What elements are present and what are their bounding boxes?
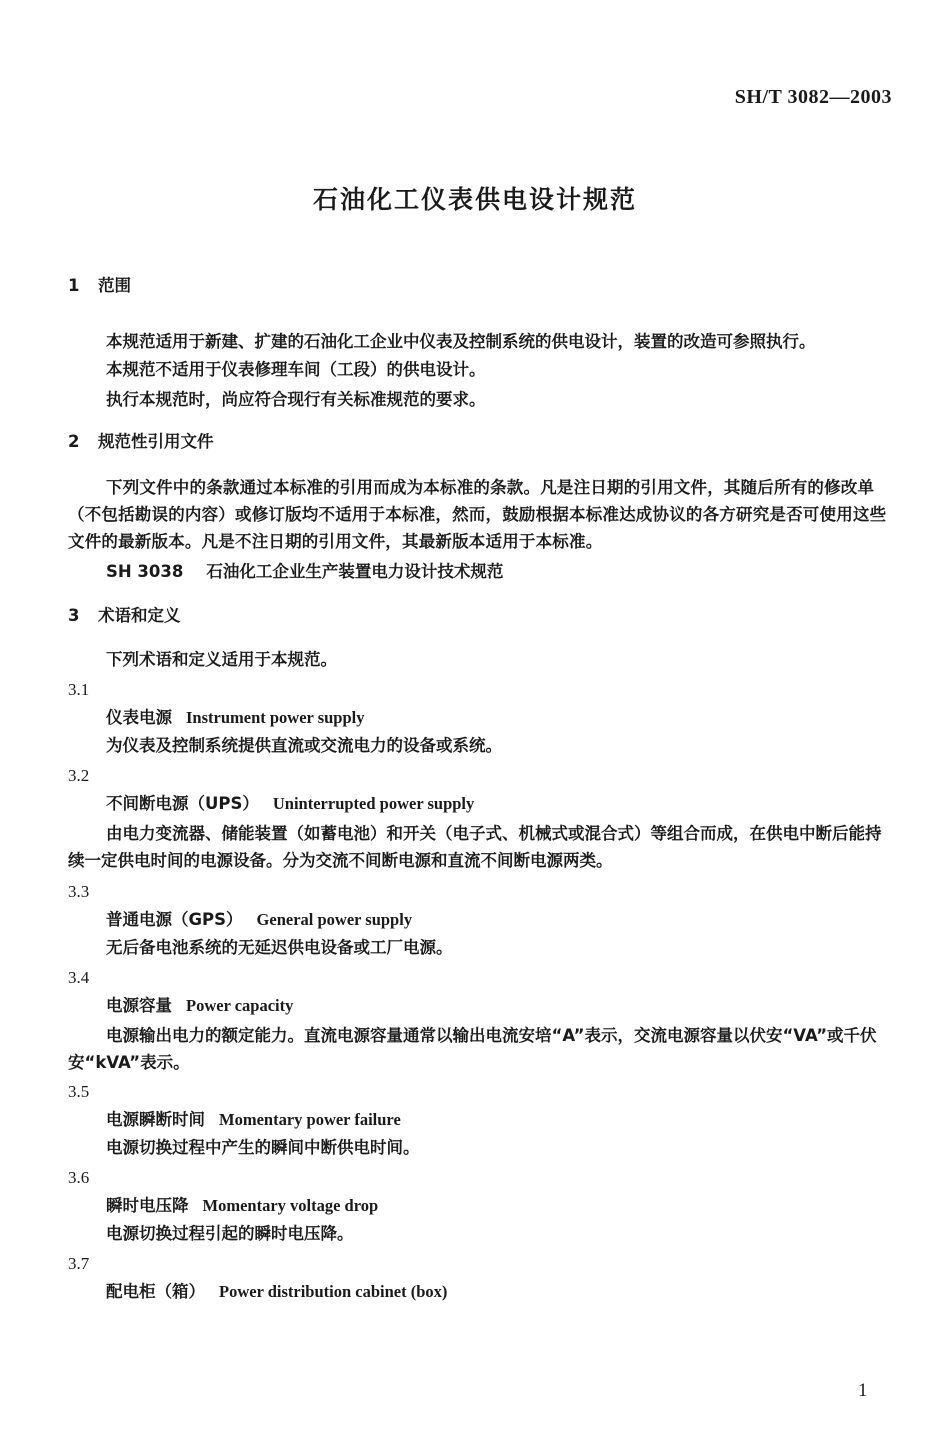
paragraph: 执行本规范时，尚应符合现行有关标准规范的要求。 [106, 390, 486, 409]
section-number: 1 [68, 276, 80, 295]
term-zh: 瞬时电压降 [106, 1196, 189, 1215]
term-en: Power capacity [186, 996, 294, 1015]
term-title [106, 908, 412, 932]
paragraph: 下列文件中的条款通过本标准的引用而成为本标准的条款。凡是注日期的引用文件，其随后所有的修改单（不包括勘误的内容）或修订版均不适用于本标准，然而，鼓励根据本标准达成协议的各方研究是否可使用这些文件的最新版本。凡是不注日期的引用文件，其最新版本适用于本标准。 [68, 478, 887, 551]
term-definition: 由电力变流器、储能装置（如蓄电池）和开关（电子式、机械式或混合式）等组合而成，在供电中断后能持续一定供电时间的电源设备。分为交流不间断电源和直流不间断电源两类。 [68, 824, 882, 870]
term-zh: 不间断电源（UPS） [106, 794, 259, 813]
term-number: 3.5 [68, 1082, 90, 1101]
paragraph: 本规范不适用于仪表修理车间（工段）的供电设计。 [106, 360, 486, 379]
term-title [106, 1108, 401, 1132]
paragraph: 本规范适用于新建、扩建的石油化工企业中仪表及控制系统的供电设计，装置的改造可参照执行。 [106, 332, 816, 351]
term-en: Uninterrupted power supply [272, 794, 475, 813]
standard-code: SH/T 3082—2003 [734, 86, 892, 108]
term-title [106, 706, 364, 730]
term-en: General power supply [256, 910, 413, 929]
page-number: 1 [858, 1380, 868, 1401]
term-zh: 仪表电源 [106, 708, 172, 727]
section-number: 2 [68, 432, 80, 451]
section-title: 规范性引用文件 [98, 432, 214, 451]
term-number: 3.2 [68, 766, 90, 785]
term-title [106, 994, 293, 1018]
paragraph: 下列术语和定义适用于本规范。 [106, 650, 337, 669]
section-title: 范围 [98, 276, 131, 295]
term-en: Momentary voltage drop [202, 1196, 379, 1215]
term-zh: 电源瞬断时间 [106, 1110, 205, 1129]
term-number: 3.4 [68, 968, 90, 987]
term-en: Power distribution cabinet (box) [219, 1282, 448, 1301]
term-definition: 电源切换过程引起的瞬时电压降。 [106, 1224, 354, 1243]
section-1-heading [68, 274, 131, 298]
section-number: 3 [68, 606, 80, 625]
term-title [106, 792, 474, 816]
section-title: 术语和定义 [98, 606, 181, 625]
term-en: Momentary power failure [219, 1110, 401, 1129]
term-zh: 配电柜（箱） [106, 1282, 205, 1301]
term-title [106, 1280, 447, 1304]
term-definition: 无后备电池系统的无延迟供电设备或工厂电源。 [106, 938, 453, 957]
term-number: 3.6 [68, 1168, 90, 1187]
term-title [106, 1194, 378, 1218]
term-number: 3.7 [68, 1254, 90, 1273]
section-3-heading [68, 604, 181, 628]
term-definition: 电源输出电力的额定能力。直流电源容量通常以输出电流安培“A”表示，交流电源容量以伏安“VA”或千伏安“kVA”表示。 [68, 1026, 877, 1072]
term-zh: 电源容量 [106, 996, 172, 1015]
term-definition: 为仪表及控制系统提供直流或交流电力的设备或系统。 [106, 736, 502, 755]
term-zh: 普通电源（GPS） [106, 910, 243, 929]
section-2-heading [68, 430, 214, 454]
document-title: 石油化工仪表供电设计规范 [312, 185, 637, 214]
term-definition: 电源切换过程中产生的瞬间中断供电时间。 [106, 1138, 420, 1157]
term-number: 3.1 [68, 680, 90, 699]
term-en: Instrument power supply [186, 708, 365, 727]
term-number: 3.3 [68, 882, 90, 901]
referenced-document: SH 3038 石油化工企业生产装置电力设计技术规范 [106, 562, 504, 581]
